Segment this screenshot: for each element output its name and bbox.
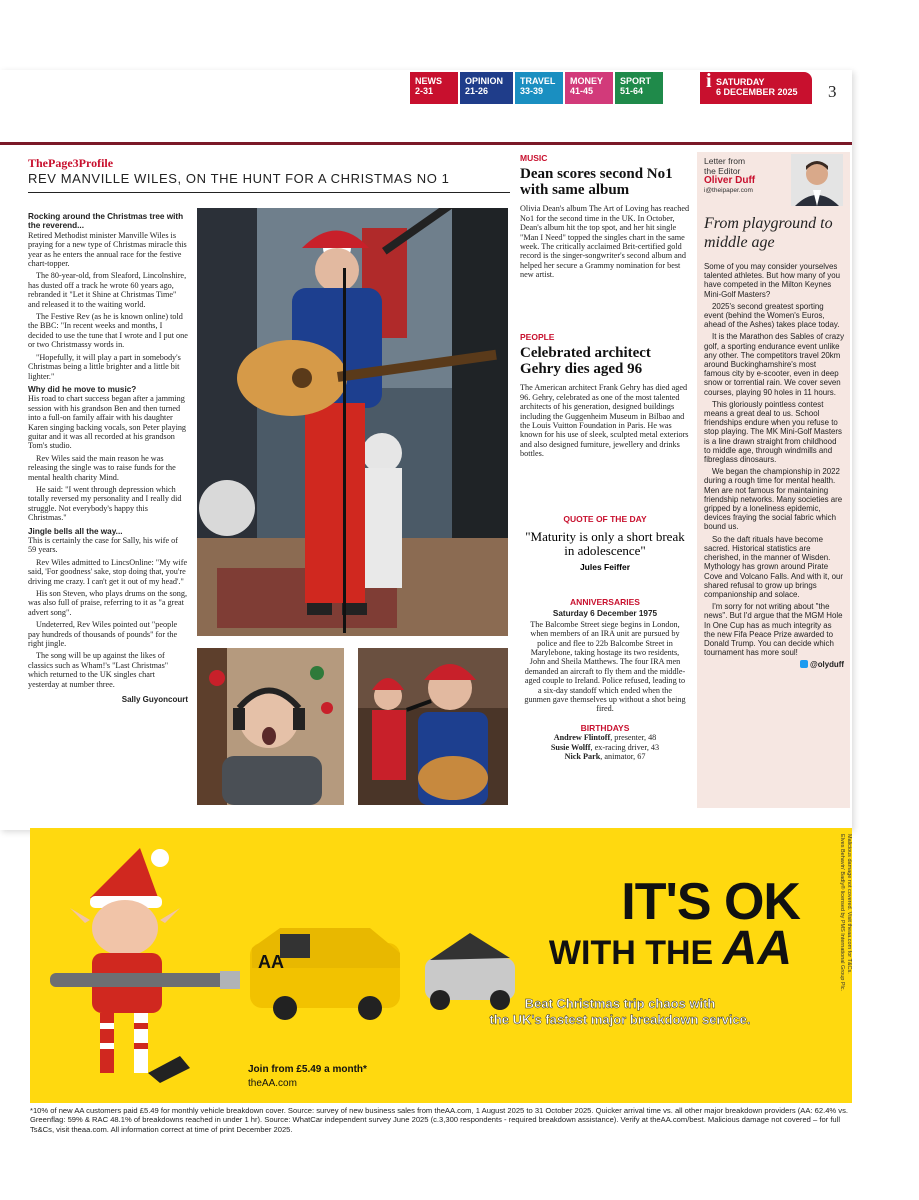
paragraph: Rev Wiles admitted to LincsOnline: "My wife said, 'For goodness' sake, stop doing that, you're driving me crazy. I can't get it out of my head'." [28, 557, 188, 586]
photo-singing-duo [358, 648, 508, 805]
ad-side-line1: Malicious damage not covered. Visit theaa.com for T&Cs. [846, 834, 852, 974]
birthday-item [524, 743, 686, 752]
music-story [520, 154, 690, 283]
subhead: Rocking around the Christmas tree with the reverend... [28, 212, 184, 231]
nav-pages: 21-26 [465, 86, 489, 96]
profile-rule [28, 192, 510, 193]
nav-pages: 51-64 [620, 86, 644, 96]
quote-of-the-day [520, 514, 690, 572]
nav-label: MONEY [570, 76, 604, 86]
ad-side-line2: Elves Behavin' Badly® licensed by PMS International Group Plc. [839, 834, 845, 992]
editor-letter [697, 152, 850, 808]
subhead: Jingle bells all the way... [28, 526, 123, 536]
people-kicker: PEOPLE [520, 332, 555, 342]
nav-travel[interactable] [515, 72, 563, 104]
ad-side-text [838, 834, 852, 1096]
singing-duo-illustration [358, 648, 508, 805]
editor-email: i@theipaper.com [704, 187, 753, 194]
paragraph: 2025's second greatest sporting event (behind the Women's Euros, ahead of the Ashes) takes place today. [704, 301, 840, 330]
birthday-item [524, 752, 686, 761]
people-body: The American architect Frank Gehry has died aged 96. Gehry, celebrated as one of the most talented architects of his generation, designed buildings including the Guggenheim Museum in Bilbao and the Louis Vuitton Foundation in Paris. He was known for his use of sleek, sculpted metal exteriors and also designed furniture, jewellery and drinks bottles. [520, 383, 689, 459]
paragraph: His road to chart success began after a jamming session with his grandson Ben and then turned into a full-on family affair with his daughter Karen singing backing vocals, son Peter playing guitar and it was all recorded at his grandson Tom's studio. [28, 394, 187, 451]
ad-subline-2: the UK's fastest major breakdown service. [489, 1012, 751, 1027]
editor-label [704, 156, 755, 196]
paragraph: This is certainly the case for Sally, his wife of 59 years. [28, 536, 178, 555]
paragraph: The song will be up against the likes of classics such as Wham!'s "Last Christmas" which returned to the UK singles chart yesterday at number three. [28, 651, 169, 689]
nav-pages: 33-39 [520, 86, 544, 96]
anniversaries [524, 598, 686, 762]
quote-kicker: QUOTE OF THE DAY [563, 514, 647, 524]
editor-headline: From playground to middle age [704, 215, 833, 251]
editor-name: Oliver Duff [704, 175, 756, 186]
date-full: 6 DECEMBER 2025 [716, 87, 798, 97]
nav-pages: 2-31 [415, 86, 434, 96]
birthday-name: Susie Wolff [550, 742, 591, 752]
nav-label: NEWS [415, 76, 442, 86]
paragraph: So the daft rituals have become sacred. Historical statistics are cherished, in the manner of Wisden. Mythology has grown around Pirate Cove and Volcano Falls. And with it, our shared refusal to grow up brings companionship and solace. [704, 534, 844, 599]
anniversaries-kicker: ANNIVERSARIES [570, 597, 640, 607]
header-rule [0, 142, 852, 145]
editor-body [704, 262, 844, 670]
editor-label-line2: the Editor [704, 166, 741, 176]
main-photo [197, 208, 508, 636]
paragraph: Retired Methodist minister Manville Wiles is praying for a new type of Christmas miracle this year as he enters the annual race for the festive chart-topper. [28, 230, 187, 269]
paragraph: "Hopefully, it will play a part in somebody's Christmas being a little brighter and a little bit lighter." [28, 352, 181, 381]
people-headline: Celebrated architect Gehry dies aged 96 [520, 345, 651, 378]
birthday-desc: , animator, 67 [600, 752, 646, 762]
birthday-desc: , ex-racing driver, 43 [590, 742, 660, 752]
paragraph: He said: "I went through depression which totally reversed my personality and I really did struggle. Not everybody's happy this Christmas." [28, 484, 182, 523]
quote-author: Jules Feiffer [579, 562, 631, 572]
masthead-date [700, 72, 812, 104]
editor-avatar [791, 154, 843, 206]
paragraph: The 80-year-old, from Sleaford, Lincolnshire, has dusted off a track he wrote 60 years ago, rebranded it "Let it Shine at Christmas Time" and released it to the waiting world. [28, 271, 187, 309]
music-kicker: MUSIC [520, 153, 548, 163]
nav-label: TRAVEL [520, 76, 556, 86]
editor-handle-row [704, 660, 844, 669]
profile-article [28, 212, 188, 705]
birthdays-kicker: BIRTHDAYS [580, 722, 630, 733]
editor-handle[interactable]: @olyduff [810, 660, 844, 670]
people-story [520, 333, 690, 462]
paragraph: We began the championship in 2022 during a rough time for mental health. Men are not famous for maintaining friendship networks. Many societies are gripped by a loneliness epidemic, devices fraying the social fabric which bound us. [704, 467, 843, 532]
subhead: Why did he move to music? [28, 384, 137, 394]
date-day: SATURDAY [716, 77, 765, 87]
ad-subline-1: Beat Christmas trip chaos with [524, 996, 716, 1011]
editor-portrait-icon [791, 154, 843, 206]
photo-singer-headphones [197, 648, 344, 805]
nav-news[interactable] [410, 72, 458, 104]
nav-sport[interactable] [615, 72, 663, 104]
paragraph: His son Steven, who plays drums on the song, was also full of praise, referring to it as "a great advert song". [28, 589, 188, 617]
byline: Sally Guyoncourt [121, 695, 188, 705]
birthday-name: Andrew Flintoff [553, 733, 611, 743]
ad-headline-with: WITH THE [548, 934, 714, 972]
aa-logo: AA [722, 922, 792, 975]
birthday-item [524, 733, 686, 742]
nav-opinion[interactable] [460, 72, 513, 104]
paragraph: Undeterred, Rev Wiles pointed out "people pay hundreds of thousands of pounds" for the right jingle. [28, 620, 178, 649]
ad-price: Join from £5.49 a month* [248, 1064, 367, 1075]
anniversaries-date: Saturday 6 December 1975 [552, 609, 658, 619]
nav-label: OPINION [465, 76, 504, 86]
singer-headphones-illustration [197, 648, 344, 805]
ad-headline-line1: IT'S OK [621, 873, 800, 931]
music-headline: Dean scores second No1 with same album [520, 166, 673, 199]
nav-money[interactable] [565, 72, 613, 104]
ad-headline-line2 [492, 922, 792, 975]
ad-url[interactable]: theAA.com [248, 1078, 297, 1089]
paragraph: It is the Marathon des Sables of crazy golf, a sporting endurance event unlike any other. The competitors travel 20km around Buckinghamshire's most famous city by e-scooter, even in deep snow or torrential rain. We cover seven courses, playing 90 holes in 11 hours. [704, 332, 845, 397]
nav-pages: 41-45 [570, 86, 594, 96]
nav-label: SPORT [620, 76, 652, 86]
ad-subline [470, 996, 770, 1028]
anniversaries-body: The Balcombe Street siege begins in London, when members of an IRA unit are pursued by police and flee to 22b Balcombe Street in Marylebone, taking hostage its two residents, John and Sheila Matthews. The four IRA men demanded an aircraft to fly them and the middle-aged couple to Ireland. Police refused, leading to a six-day standoff which ended when the gunmen gave themselves up without a shot being fired. [524, 619, 686, 714]
birthday-name: Nick Park [564, 752, 601, 762]
music-body: Olivia Dean's album The Art of Loving has reached No1 for the second time in the UK. In October, Dean's album hit the top spot, and her hit single "Man I Need" topped the singles chart in the same week. The critically acclaimed Brit-certified gold record is the singer-songwriter's second album and helped her secure a Grammy nomination for best new artist. [520, 204, 690, 280]
paragraph: Rev Wiles said the main reason he was releasing the single was to raise funds for the mental health charity Mind. [28, 453, 176, 482]
quote-text: "Maturity is only a short break in adolescence" [525, 529, 685, 558]
aa-advert[interactable] [30, 828, 852, 1103]
editor-label-line1: Letter from [704, 156, 746, 166]
i-logo: i [706, 70, 712, 92]
profile-kicker: ThePage3Profile [28, 156, 114, 170]
rev-guitar-illustration [197, 208, 508, 636]
page-number: 3 [828, 82, 837, 101]
paragraph: Some of you may consider yourselves talented athletes. But how many of you have competed in the Milton Keynes Mini-Golf Masters? [704, 262, 840, 299]
ad-fine-print: *10% of new AA customers paid £5.49 for monthly vehicle breakdown cover. Source: survey of new business sales from theAA.com, 1 August 2025 to 31 October 2025. Quicker arrival time vs. all other major breakdown providers (AA: 62.4% vs. Greenflag: 59% & RAC 48.1% of breakdowns reached in under 1 hr). Source: WhatCar independent survey June 2025 (c.3,300 respondents - required breakdown assistance). Verify at theAA.com/best. Malicious damage not covered – for full Ts&Cs, visit theaa.com. All information correct at time of print December 2025. [30, 1106, 848, 1134]
profile-title: REV MANVILLE WILES, ON THE HUNT FOR A CHRISTMAS NO 1 [28, 171, 450, 186]
social-icon [800, 660, 808, 668]
paragraph: I'm sorry for not writing about "the news". But I'd argue that the MGM Hole In One Cup has as much integrity as the new Fifa Peace Prize awarded to Donald Trump. You can decide which tournament has more soul! [704, 602, 843, 658]
birthday-desc: , presenter, 48 [610, 733, 657, 743]
paragraph: This gloriously pointless contest means a great deal to us. School friendships endure when you refuse to stop playing. The MK Mini-Golf Masters is a line drawn straight from childhood to middle age, through windmills and fibreglass dinosaurs. [704, 399, 842, 465]
paragraph: The Festive Rev (as he is known online) told the BBC: "In recent weeks and months, I decided to use the tune that I wrote and I put one or two Christmassy words in. [28, 312, 188, 350]
svg-text:AA: AA [258, 952, 284, 972]
